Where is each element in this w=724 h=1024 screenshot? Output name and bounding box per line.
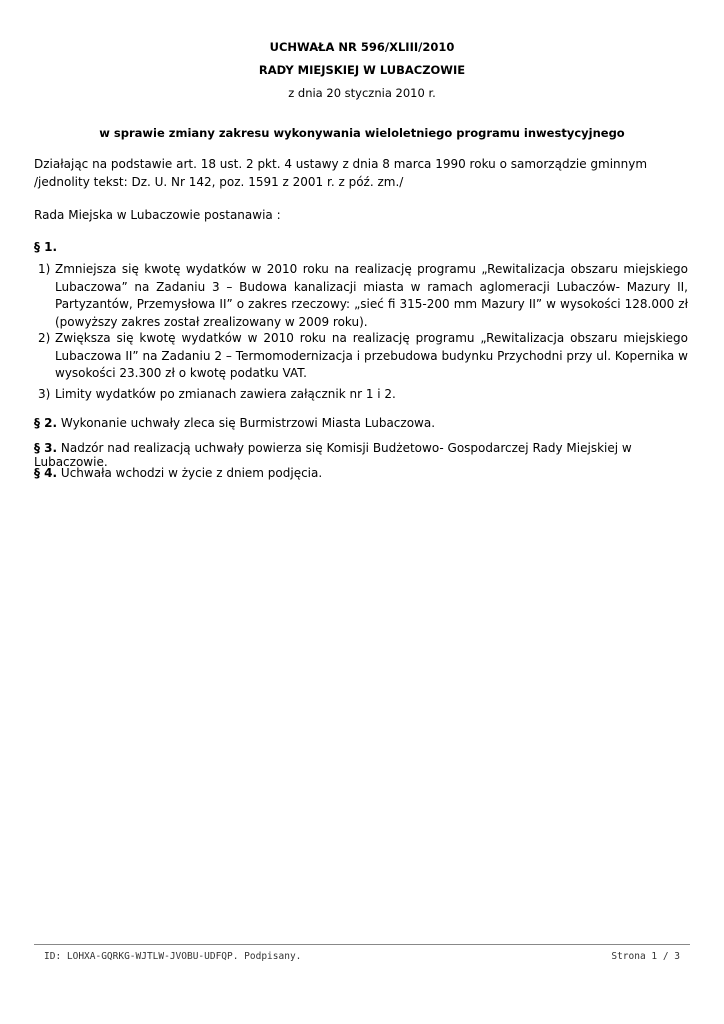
item-text: Zwiększa się kwotę wydatków w 2010 roku na realizację programu „Rewitalizacja obszaru miejskiego Lubaczowa II” na Zadaniu 2 – Termomodernizacja i przebudowa budynku Przychodni przy ul. Kopernika w wysokości 23.300 zł o kwotę podatku VAT. <box>55 331 688 380</box>
section-4-label: § 4. <box>34 466 58 480</box>
section-2-text: Wykonanie uchwały zleca się Burmistrzowi Miasta Lubaczowa. <box>60 416 436 430</box>
section-1-item <box>38 330 688 383</box>
section-1-label: § 1. <box>34 240 58 254</box>
resolution-title: UCHWAŁA NR 596/XLIII/2010 <box>269 40 455 54</box>
item-number: 1) <box>38 262 51 276</box>
section-4 <box>34 466 694 480</box>
resolution-date: z dnia 20 stycznia 2010 r. <box>288 86 436 100</box>
section-2-label: § 2. <box>34 416 58 430</box>
item-text: Zmniejsza się kwotę wydatków w 2010 roku na realizację programu „Rewitalizacja obszaru miejskiego Lubaczowa” na Zadaniu 3 – Budowa kanalizacji miasta w ramach aglomeracji Lubaczów- Mazury II, Partyzantów, Przemysłowa II” o zakres rzeczowy: „sieć fi 315-200 mm Mazury II” w wysokości 128.000 zł (powyższy zakres został zrealizowany w 2009 roku). <box>55 262 688 329</box>
section-4-text: Uchwała wchodzi w życie z dniem podjęcia. <box>60 466 323 480</box>
section-3-label: § 3. <box>34 441 58 455</box>
legal-basis: Działając na podstawie art. 18 ust. 2 pkt. 4 ustawy z dnia 8 marca 1990 roku o samorządzie gminnym /jednolity tekst: Dz. U. Nr 142, poz. 1591 z 2001 r. z póź. zm./ <box>34 157 648 189</box>
resolves-statement: Rada Miejska w Lubaczowie postanawia : <box>34 208 281 222</box>
resolution-subject: w sprawie zmiany zakresu wykonywania wieloletniego programu inwestycyjnego <box>99 126 625 140</box>
page-number: Strona 1 / 3 <box>611 951 680 962</box>
section-1-item <box>38 386 688 404</box>
document-id: ID: LOHXA-GQRKG-WJTLW-JVOBU-UDFQP. Podpisany. <box>44 951 302 962</box>
item-text: Limity wydatków po zmianach zawiera załącznik nr 1 i 2. <box>55 387 396 401</box>
section-3 <box>34 441 694 469</box>
item-number: 2) <box>38 331 51 345</box>
footer-divider <box>34 944 690 945</box>
section-1-item <box>38 261 688 331</box>
council-name: RADY MIEJSKIEJ W LUBACZOWIE <box>258 63 466 77</box>
item-number: 3) <box>38 387 51 401</box>
section-3-text: Nadzór nad realizacją uchwały powierza się Komisji Budżetowo- Gospodarczej Rady Miejskiej w Lubaczowie. <box>34 441 632 469</box>
section-2 <box>34 416 694 430</box>
